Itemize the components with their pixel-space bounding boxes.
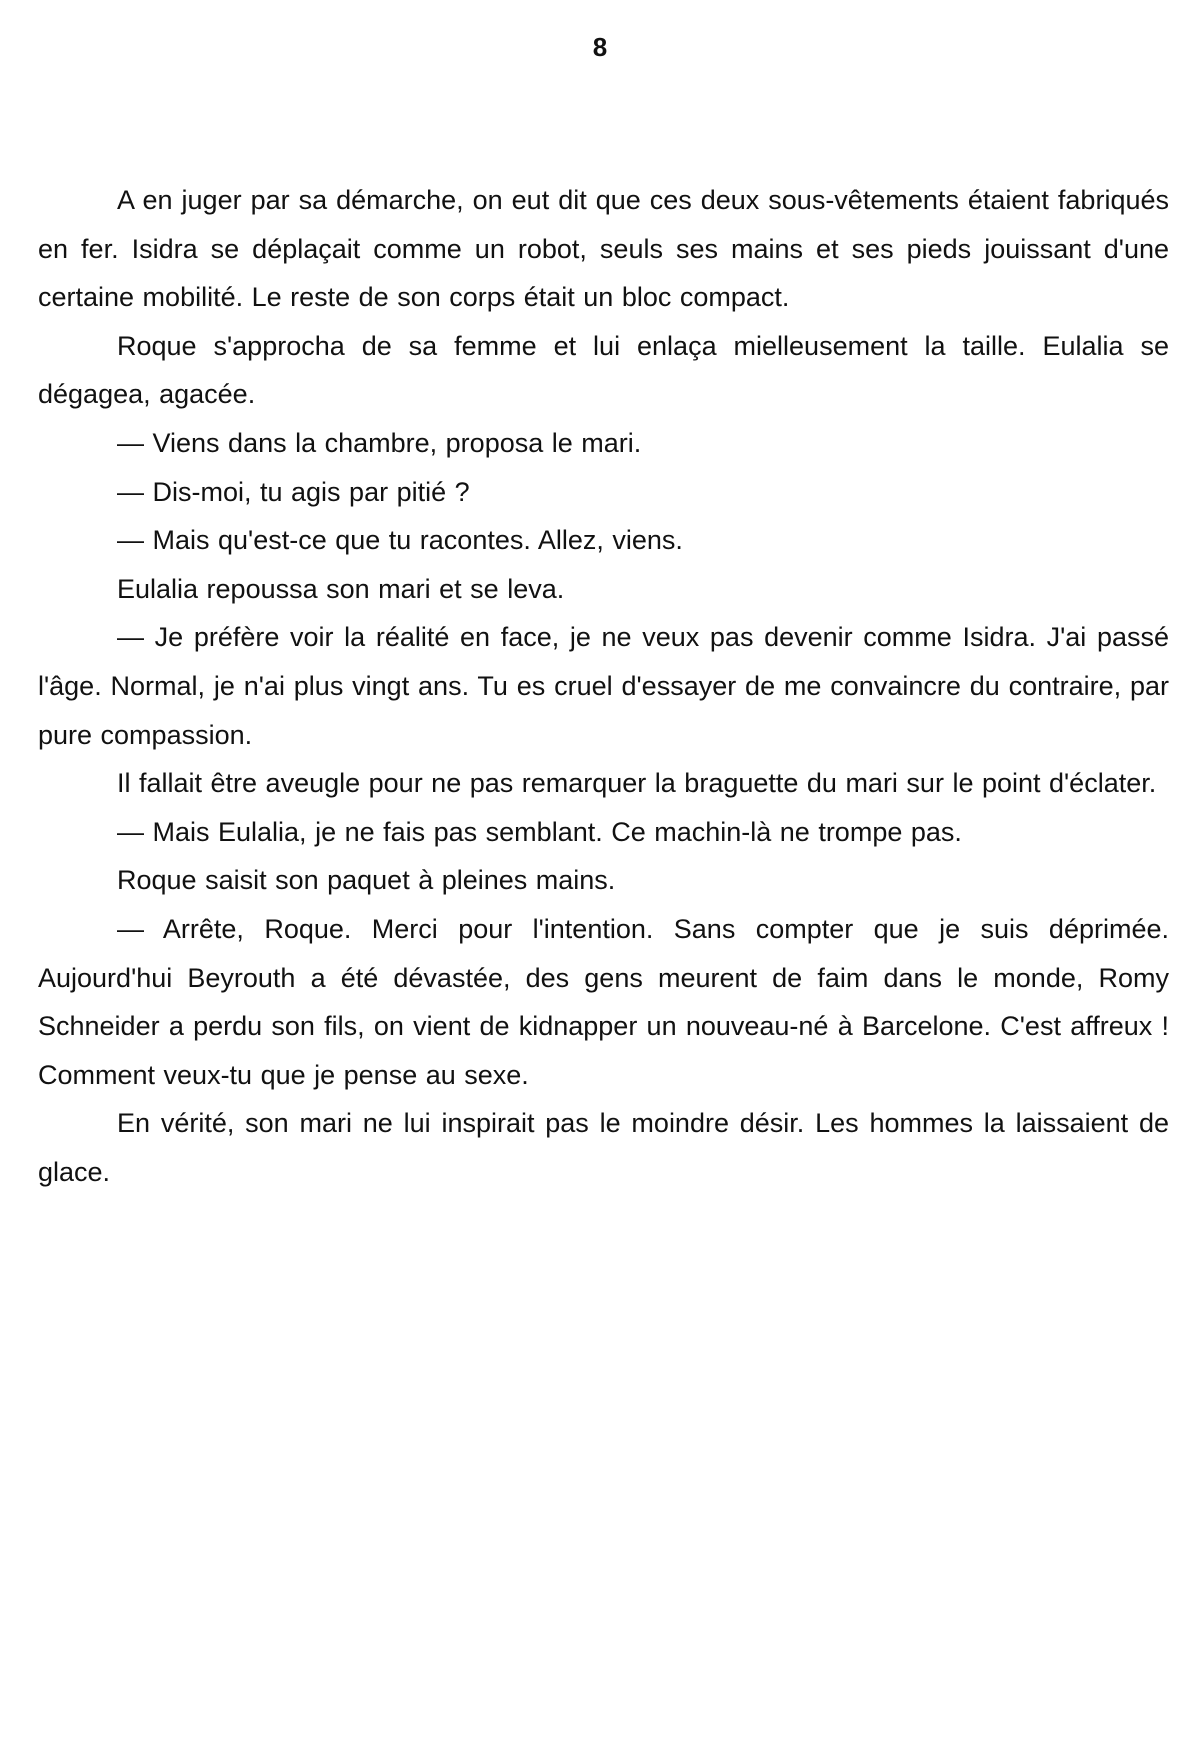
paragraph: Eulalia repoussa son mari et se leva. — [117, 573, 565, 604]
dialogue-line: — Arrête, Roque. Merci pour l'intention. Sans compter que je suis déprimée. Aujourd'hui Beyrouth a été dévastée, des gens meurent de faim dans le monde, Romy Schneider a perdu son fils, on vient de kidnapper un nouveau-né à Barcelone. C'est affreux ! Comment veux-tu que je pense au sexe. — [38, 913, 1169, 1090]
paragraph: Roque saisit son paquet à pleines mains. — [117, 865, 616, 896]
dialogue-line: — Mais qu'est-ce que tu racontes. Allez, viens. — [117, 525, 683, 556]
paragraph: En vérité, son mari ne lui inspirait pas le moindre désir. Les hommes la laissaient de glace. — [38, 1108, 1169, 1187]
dialogue-line: — Je préfère voir la réalité en face, je ne veux pas devenir comme Isidra. J'ai passé l'âge. Normal, je n'ai plus vingt ans. Tu es cruel d'essayer de me convaincre du contraire, par pure compassion. — [38, 622, 1169, 750]
paragraph: Roque s'approcha de sa femme et lui enlaça mielleusement la taille. Eulalia se dégagea, agacée. — [38, 330, 1169, 410]
dialogue-line: — Mais Eulalia, je ne fais pas semblant. Ce machin-là ne trompe pas. — [117, 816, 962, 847]
body-text — [38, 176, 1169, 1196]
dialogue-line: — Dis-moi, tu agis par pitié ? — [117, 476, 470, 507]
paragraph: A en juger par sa démarche, on eut dit que ces deux sous-vêtements étaient fabriqués en fer. Isidra se déplaçait comme un robot, seuls ses mains et ses pieds jouissant d'une certaine mobilité. Le reste de son corps était un bloc compact. — [38, 185, 1169, 313]
dialogue-line: — Viens dans la chambre, proposa le mari. — [117, 427, 642, 458]
paragraph: Il fallait être aveugle pour ne pas remarquer la braguette du mari sur le point d'éclater. — [117, 768, 1157, 799]
page-number: 8 — [592, 32, 608, 62]
